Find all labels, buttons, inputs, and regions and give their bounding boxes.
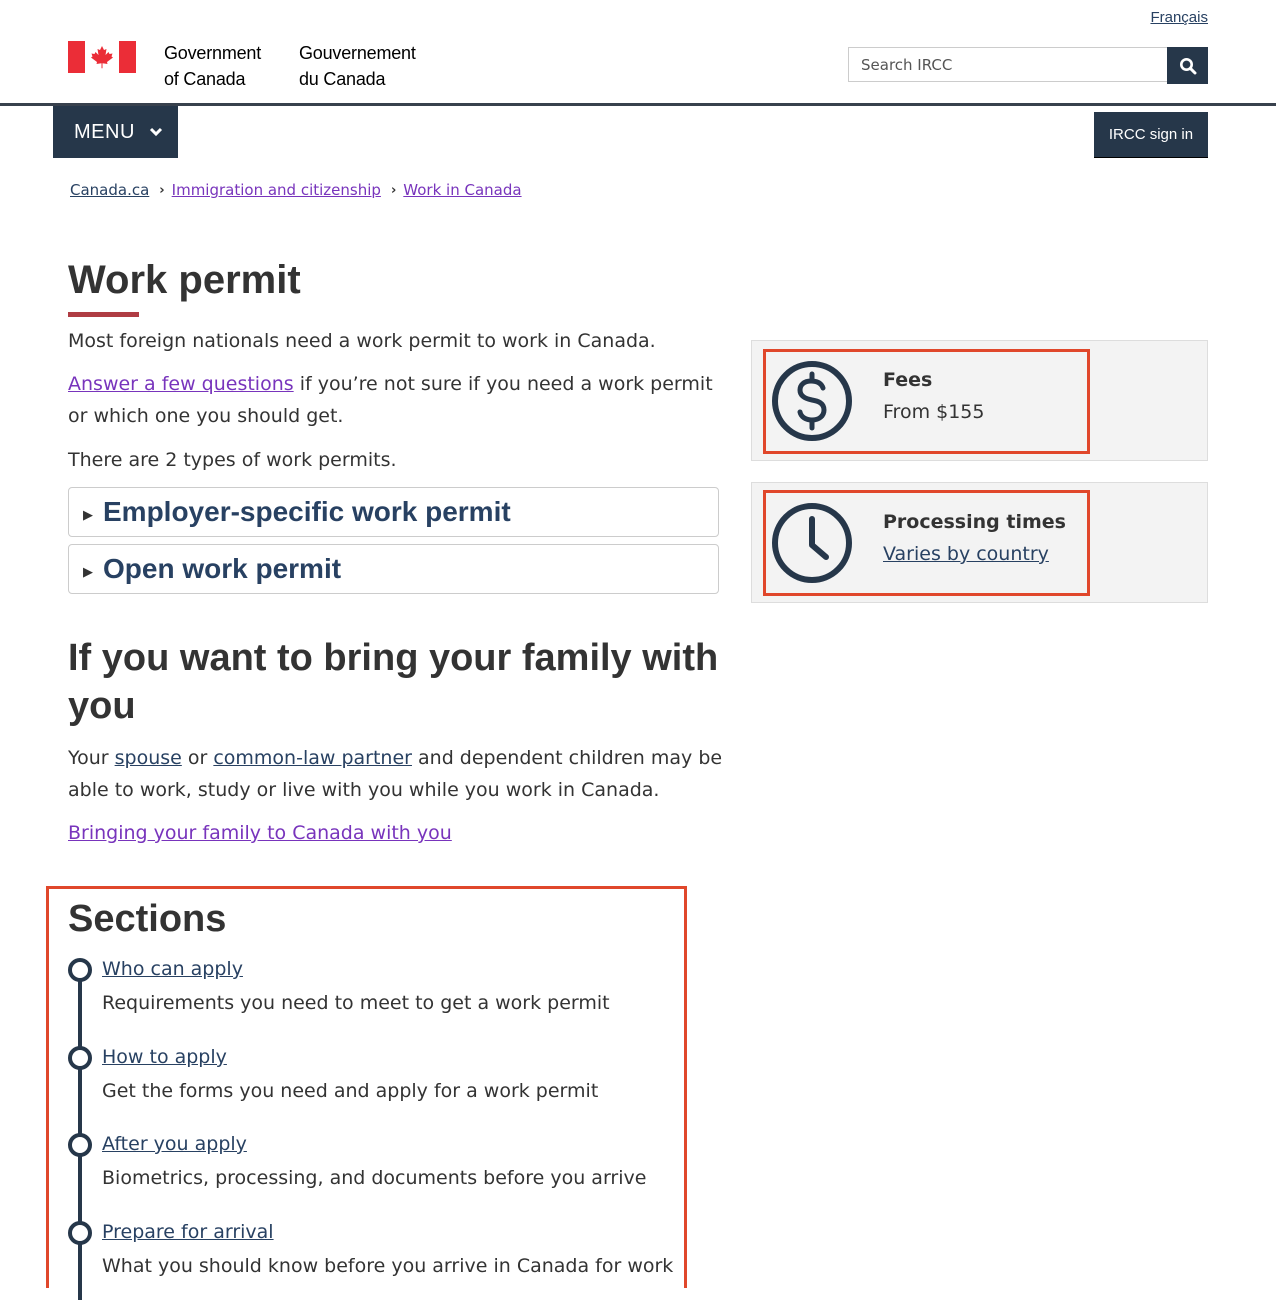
how-to-apply-desc: Get the forms you need and apply for a work permit bbox=[102, 1080, 599, 1102]
who-can-apply-desc: Requirements you need to meet to get a work permit bbox=[102, 992, 610, 1014]
answer-questions-link[interactable]: Answer a few questions bbox=[68, 373, 294, 395]
menu-label: MENU bbox=[74, 120, 135, 143]
fees-title: Fees bbox=[883, 369, 933, 391]
search-icon bbox=[1179, 57, 1197, 75]
timeline-dot-icon bbox=[68, 1133, 92, 1157]
expand-triangle-icon: ▶ bbox=[83, 507, 93, 523]
who-can-apply-link[interactable]: Who can apply bbox=[102, 958, 243, 980]
prepare-for-arrival-desc: What you should know before you arrive in Canada for work bbox=[102, 1255, 674, 1277]
breadcrumb-canada[interactable]: Canada.ca bbox=[70, 181, 150, 199]
family-heading: If you want to bring your family with you bbox=[68, 637, 719, 727]
fees-value: From $155 bbox=[883, 401, 985, 423]
clock-icon bbox=[771, 502, 853, 584]
title-underline bbox=[68, 312, 139, 317]
dollar-icon bbox=[771, 360, 853, 442]
processing-times-link[interactable]: Varies by country bbox=[883, 543, 1049, 565]
gov-signature-fr bbox=[299, 40, 416, 92]
gov-signature-en bbox=[164, 40, 261, 92]
chevron-right-icon: › bbox=[390, 182, 397, 198]
types-text: There are 2 types of work permits. bbox=[68, 449, 397, 471]
prepare-for-arrival-link[interactable]: Prepare for arrival bbox=[102, 1221, 274, 1243]
menu-button[interactable] bbox=[53, 106, 178, 158]
canada-flag-icon bbox=[68, 41, 136, 73]
common-law-partner-link[interactable]: common-law partner bbox=[213, 747, 412, 769]
search-button[interactable] bbox=[1167, 47, 1208, 84]
language-toggle-link[interactable]: Français bbox=[1150, 9, 1208, 26]
sections-heading: Sections bbox=[68, 898, 227, 940]
breadcrumb bbox=[70, 181, 522, 199]
spouse-link[interactable]: spouse bbox=[114, 747, 182, 769]
chevron-right-icon: › bbox=[159, 182, 165, 198]
breadcrumb-immigration[interactable]: Immigration and citizenship bbox=[171, 181, 381, 199]
chevron-down-icon bbox=[149, 127, 163, 137]
timeline-dot-icon bbox=[68, 1046, 92, 1070]
page-title: Work permit bbox=[68, 258, 301, 302]
ircc-signin-button[interactable]: IRCC sign in bbox=[1094, 112, 1208, 158]
family-text: Your bbox=[68, 747, 115, 769]
accordion-label: Employer-specific work permit bbox=[103, 496, 511, 527]
family-text: or bbox=[181, 747, 214, 769]
after-you-apply-link[interactable]: After you apply bbox=[102, 1133, 247, 1155]
questions-rest-text: if you’re not sure if you need a work permit or which one you should get. bbox=[68, 373, 713, 427]
family-link-paragraph bbox=[68, 817, 728, 849]
timeline-dot-icon bbox=[68, 1221, 92, 1245]
gov-en-line2: of Canada bbox=[164, 69, 246, 89]
accordion-employer-specific[interactable] bbox=[68, 487, 719, 537]
breadcrumb-work[interactable]: Work in Canada bbox=[403, 181, 522, 199]
header-divider bbox=[0, 103, 1276, 106]
gov-en-line1: Government bbox=[164, 43, 262, 63]
family-text: and dependent children may be able to work, study or live with you while you work in Canada. bbox=[68, 747, 723, 801]
gov-fr-line1: Gouvernement bbox=[299, 43, 416, 63]
processing-title: Processing times bbox=[883, 511, 1066, 533]
gov-fr-line2: du Canada bbox=[299, 69, 386, 89]
accordion-label: Open work permit bbox=[103, 553, 342, 584]
how-to-apply-link[interactable]: How to apply bbox=[102, 1046, 227, 1068]
accordion-open-permit[interactable] bbox=[68, 544, 719, 594]
intro-text: Most foreign nationals need a work permit to work in Canada. bbox=[68, 330, 656, 352]
search-input[interactable]: Search IRCC bbox=[848, 47, 1168, 82]
expand-triangle-icon: ▶ bbox=[83, 564, 93, 580]
timeline-dot-icon bbox=[68, 958, 92, 982]
after-you-apply-desc: Biometrics, processing, and documents before you arrive bbox=[102, 1167, 647, 1189]
bringing-family-link[interactable]: Bringing your family to Canada with you bbox=[68, 822, 452, 844]
family-paragraph bbox=[68, 742, 728, 806]
questions-paragraph bbox=[68, 368, 728, 432]
